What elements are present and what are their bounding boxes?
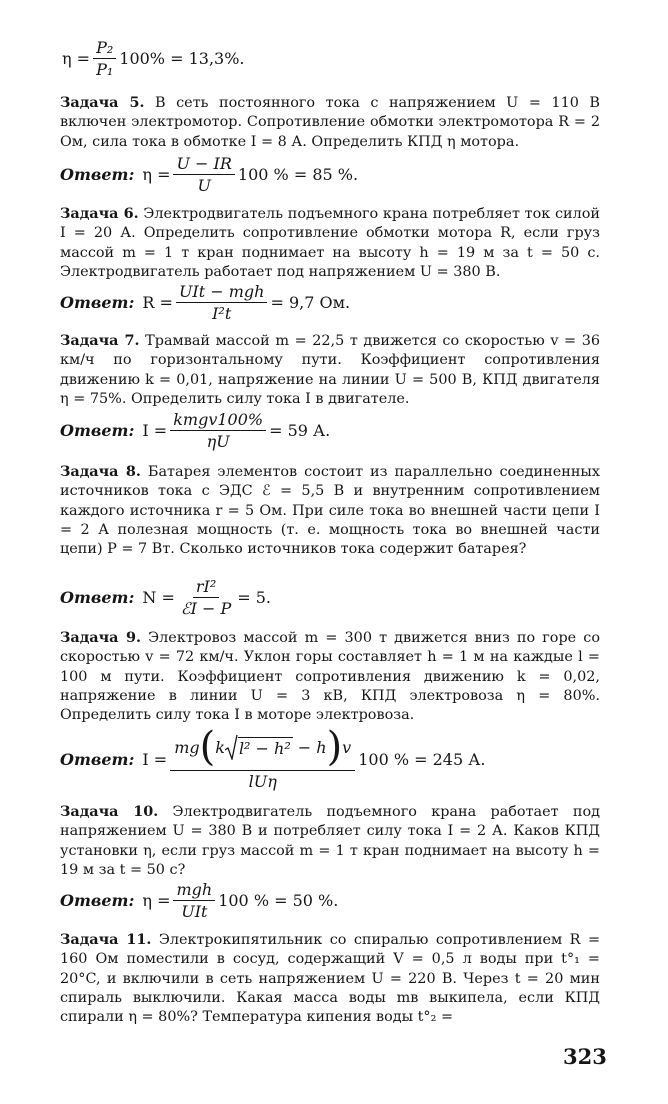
formula-lhs: η =	[142, 165, 171, 184]
formula-rhs: 100 % = 50 %.	[218, 891, 339, 910]
answer-7	[60, 410, 330, 451]
formula-rhs: 100 % = 85 %.	[237, 165, 359, 184]
page-number: 323	[563, 1044, 607, 1069]
problem-label: Задача 9.	[60, 629, 142, 646]
fraction-numerator	[170, 724, 355, 771]
formula-lhs: η =	[142, 891, 171, 910]
answer-label: Ответ:	[60, 891, 135, 910]
answer-9	[60, 724, 486, 791]
answer-label: Ответ:	[60, 293, 135, 312]
problem-5	[60, 93, 600, 152]
problem-8	[60, 462, 600, 559]
answer-label: Ответ:	[60, 421, 135, 440]
formula-fraction	[173, 154, 234, 195]
fraction-numerator: mgh	[173, 880, 215, 901]
left-paren: (	[199, 724, 216, 770]
problem-label: Задача 8.	[60, 463, 141, 480]
answer-5	[60, 154, 358, 195]
numerator-v: v	[342, 737, 352, 757]
formula-rhs: 100% = 13,3%.	[119, 49, 245, 68]
problem-text: Электродвигатель подъемного крана работает под напряжением U = 380 В и потребляет силу тока I = 2 А. Каков КПД установки η, если груз массой m = 1 т кран поднимает на высоту h = 19 м за t = 50 с?	[60, 804, 600, 878]
problem-6	[60, 204, 600, 282]
problem-7	[60, 331, 600, 409]
right-paren: )	[326, 724, 343, 770]
top-formula	[62, 38, 245, 79]
fraction-denominator: lUη	[248, 772, 277, 791]
problem-label: Задача 7.	[60, 332, 140, 349]
numerator-k: k	[215, 737, 225, 757]
formula-rhs: = 59 А.	[269, 421, 331, 440]
formula-fraction	[178, 577, 234, 618]
fraction-denominator: UIt	[181, 902, 208, 921]
problem-label: Задача 5.	[60, 94, 145, 111]
formula-fraction	[173, 880, 215, 921]
fraction-denominator: ηU	[206, 432, 230, 451]
fraction-numerator: U − IR	[173, 154, 234, 175]
fraction-numerator: kmgv100%	[170, 410, 266, 431]
formula-fraction	[170, 724, 355, 791]
answer-8	[60, 577, 271, 618]
problem-10	[60, 802, 600, 880]
problem-text: Электрокипятильник со спиралью сопротивлением R = 160 Ом поместили в сосуд, содержащий V = 0,5 л воды при t°₁ = 20°C, и включили в сеть напряжением U = 220 В. Через t = 20 мин спираль выключили. Какая масса воды mв выкипела, если КПД спирали η = 80%? Температура кипения воды t°₂ =	[60, 932, 600, 1026]
formula-lhs: I =	[142, 749, 168, 769]
problem-label: Задача 6.	[60, 205, 139, 222]
formula-rhs: 100 % = 245 А.	[358, 749, 486, 769]
fraction-numerator: rI²	[193, 577, 219, 598]
numerator-radicand: l² − h²	[238, 738, 291, 758]
formula-fraction	[170, 410, 266, 451]
answer-label: Ответ:	[60, 165, 135, 184]
problem-text: В сеть постоянного тока с напряжением U = 110 В включен электромотор. Сопротивление обмотки электромотора R = 2 Ом, сила тока в обмотке I = 8 А. Определить КПД η мотора.	[60, 95, 601, 150]
fraction-numerator: P₂	[93, 38, 116, 59]
answer-6	[60, 282, 350, 323]
fraction-denominator: U	[197, 176, 211, 195]
formula-lhs: N =	[142, 588, 175, 607]
problem-9	[60, 628, 600, 725]
fraction-numerator: UIt − mgh	[176, 282, 268, 303]
problem-text: Трамвай массой m = 22,5 т движется со скоростью v = 36 км/ч по горизонтальному пути. Коэффициент сопротивления движению k = 0,01, напряжение на линии U = 500 В, КПД двигателя η = 75%. Определить силу тока I в двигателе.	[60, 333, 601, 407]
fraction-denominator: ℰI − P	[180, 599, 232, 618]
answer-label: Ответ:	[60, 749, 135, 769]
formula-lhs: I =	[142, 421, 168, 440]
numerator-mg: mg	[174, 737, 200, 757]
formula-fraction	[176, 282, 268, 323]
problem-text: Электровоз массой m = 300 т движется вниз по горе со скоростью v = 72 км/ч. Уклон горы составляет h = 1 м на каждые l = 100 м пути. Коэффициент сопротивления движению k = 0,02, напряжение в линии U = 3 кВ, КПД электровоза η = 80%. Определить силу тока I в моторе электровоза.	[60, 630, 601, 724]
problem-11	[60, 930, 600, 1027]
square-root-icon	[225, 734, 238, 760]
fraction-denominator: I²t	[212, 304, 232, 323]
fraction-denominator: P₁	[96, 60, 114, 79]
problem-text: Батарея элементов состоит из параллельно соединенных источников тока с ЭДС ℰ = 5,5 В и внутренним сопротивлением каждого источника r = 5 Ом. При силе тока во внешней части цепи I = 2 А полезная мощность (т. е. мощность тока во внешней части цепи) P = 7 Вт. Сколько источников тока содержит батарея?	[60, 464, 600, 558]
formula-rhs: = 9,7 Ом.	[270, 293, 351, 312]
problem-label: Задача 10.	[60, 803, 159, 820]
formula-rhs: = 5.	[237, 588, 272, 607]
formula-lhs: η =	[62, 49, 91, 68]
formula-fraction	[93, 38, 116, 79]
answer-label: Ответ:	[60, 588, 135, 607]
problem-text: Электродвигатель подъемного крана потребляет ток силой I = 20 А. Определить сопротивление обмотки мотора R, если груз массой m = 1 т кран поднимает на высоту h = 19 м за t = 50 с. Электродвигатель работает под напряжением U = 380 В.	[60, 206, 601, 280]
answer-10	[60, 880, 338, 921]
numerator-minus-h: − h	[297, 737, 327, 757]
formula-lhs: R =	[142, 293, 173, 312]
problem-label: Задача 11.	[60, 931, 152, 948]
